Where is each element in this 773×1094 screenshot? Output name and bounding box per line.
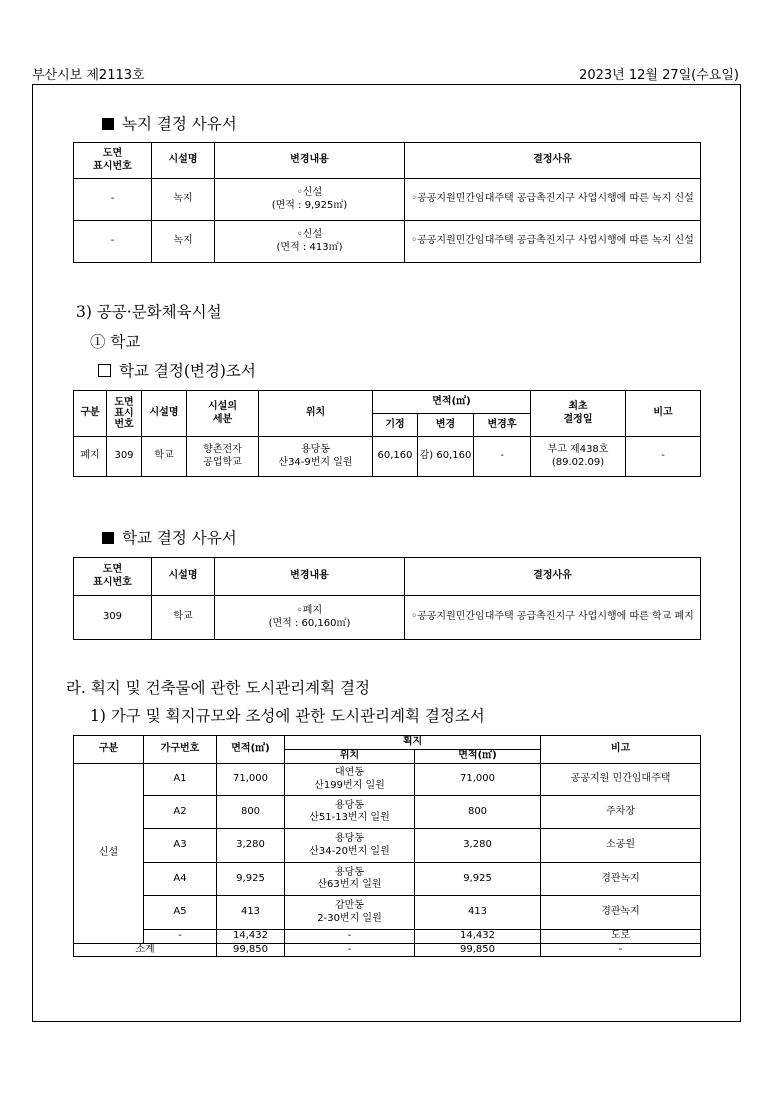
cell-reason: ◦공공지원민간임대주택 공급촉진지구 사업시행에 따른 녹지 신설 xyxy=(405,221,701,263)
cell-no: - xyxy=(74,179,152,221)
cell-lot-area: 413 xyxy=(415,896,541,930)
cell-gubun: 폐지 xyxy=(74,437,107,477)
cell-name: 녹지 xyxy=(152,221,215,263)
cell-change: ◦폐지 (면적 : 60,160㎡) xyxy=(215,596,405,640)
cell-note: 경관녹지 xyxy=(541,896,701,930)
col-header: 기정 xyxy=(373,414,418,437)
cell-location: - xyxy=(285,930,415,944)
cell-block: A1 xyxy=(144,764,217,796)
block-lot-table xyxy=(73,735,701,957)
col-header: 결정사유 xyxy=(405,143,701,179)
cell-total-label: 소계 xyxy=(74,943,217,957)
cell-location: 용당동 산34-20번지 일원 xyxy=(285,829,415,863)
cell-lot-area: 14,432 xyxy=(415,930,541,944)
cell-no: - xyxy=(74,221,152,263)
cell-block: A3 xyxy=(144,829,217,863)
col-header: 도면 표시번호 xyxy=(74,143,152,179)
cell-reason: ◦공공지원민간임대주택 공급촉진지구 사업시행에 따른 녹지 신설 xyxy=(405,179,701,221)
col-header: 구분 xyxy=(74,736,144,764)
table-row xyxy=(74,863,701,896)
cell-area: 413 xyxy=(217,896,285,930)
school-table xyxy=(73,390,701,477)
cell-block: A4 xyxy=(144,863,217,896)
col-header: 가구번호 xyxy=(144,736,217,764)
col-header: 비고 xyxy=(541,736,701,764)
cell-area: 9,925 xyxy=(217,863,285,896)
cell-first-decision: 부고 제438호 (89.02.09) xyxy=(531,437,626,477)
cell-total-area: 99,850 xyxy=(217,943,285,957)
cell-name: 학교 xyxy=(142,437,187,477)
col-header: 결정사유 xyxy=(405,558,701,596)
col-header: 면적(㎡) xyxy=(373,391,531,414)
cell-total-lot-area: 99,850 xyxy=(415,943,541,957)
filled-square-icon xyxy=(102,532,114,544)
cell-note: 소공원 xyxy=(541,829,701,863)
table-row xyxy=(74,930,701,944)
green-reason-title: 녹지 결정 사유서 xyxy=(102,112,237,134)
cell-block: A5 xyxy=(144,896,217,930)
cell-note: - xyxy=(626,437,701,477)
empty-square-icon xyxy=(98,364,111,377)
school-reason-title: 학교 결정 사유서 xyxy=(102,526,237,548)
cell-area: 3,280 xyxy=(217,829,285,863)
cell-no: 309 xyxy=(74,596,152,640)
cell-group: 신설 xyxy=(74,764,144,944)
col-header: 최초 결정일 xyxy=(531,391,626,437)
filled-square-icon xyxy=(102,118,114,130)
cell-note: 경관녹지 xyxy=(541,863,701,896)
table-row xyxy=(74,796,701,829)
cell-prev-area: 60,160 xyxy=(373,437,418,477)
cell-name: 녹지 xyxy=(152,179,215,221)
cell-no: 309 xyxy=(107,437,142,477)
cell-lot-area: 71,000 xyxy=(415,764,541,796)
cell-change-area: 감) 60,160 xyxy=(418,437,474,477)
col-header: 면적(㎡) xyxy=(415,750,541,764)
green-reason-table xyxy=(73,142,701,263)
table-row xyxy=(74,764,701,796)
bulletin-date: 2023년 12월 27일(수요일) xyxy=(579,68,739,83)
section-3-sub: ① 학교 xyxy=(90,333,141,351)
cell-note: 공공지원 민간임대주택 xyxy=(541,764,701,796)
cell-change: ◦신설 (면적 : 413㎡) xyxy=(215,221,405,263)
col-header: 변경 xyxy=(418,414,474,437)
section-ra-title: 라. 획지 및 건축물에 관한 도시관리계획 결정 xyxy=(66,679,371,697)
col-header: 획지 xyxy=(285,736,541,750)
cell-total-note: - xyxy=(541,943,701,957)
cell-location: 대연동 산199번지 일원 xyxy=(285,764,415,796)
section-3-title: 3) 공공·문화체육시설 xyxy=(76,303,222,321)
cell-lot-area: 3,280 xyxy=(415,829,541,863)
section-ra-sub: 1) 가구 및 획지규모와 조성에 관한 도시관리계획 결정조서 xyxy=(90,707,485,725)
cell-after-area: - xyxy=(474,437,531,477)
school-reason-table xyxy=(73,557,701,640)
cell-location: 용당동 산34-9번지 일원 xyxy=(259,437,373,477)
cell-total-location: - xyxy=(285,943,415,957)
col-header: 시설명 xyxy=(152,143,215,179)
cell-lot-area: 9,925 xyxy=(415,863,541,896)
col-header: 변경내용 xyxy=(215,143,405,179)
cell-location: 용당동 산51-13번지 일원 xyxy=(285,796,415,829)
col-header: 시설명 xyxy=(152,558,215,596)
school-table-title: 학교 결정(변경)조서 xyxy=(98,359,256,381)
table-row xyxy=(74,179,701,221)
cell-location: 감만동 2-30번지 일원 xyxy=(285,896,415,930)
table-row xyxy=(74,221,701,263)
col-header: 비고 xyxy=(626,391,701,437)
col-header: 위치 xyxy=(259,391,373,437)
table-row xyxy=(74,829,701,863)
cell-reason: ◦공공지원민간임대주택 공급촉진지구 사업시행에 따른 학교 폐지 xyxy=(405,596,701,640)
cell-area: 800 xyxy=(217,796,285,829)
col-header: 시설명 xyxy=(142,391,187,437)
cell-name: 학교 xyxy=(152,596,215,640)
cell-detail: 향촌전자 공업학교 xyxy=(187,437,259,477)
col-header: 구분 xyxy=(74,391,107,437)
table-row xyxy=(74,896,701,930)
cell-note: 주차장 xyxy=(541,796,701,829)
cell-block: A2 xyxy=(144,796,217,829)
table-row xyxy=(74,596,701,640)
cell-location: 용당동 산63번지 일원 xyxy=(285,863,415,896)
cell-change: ◦신설 (면적 : 9,925㎡) xyxy=(215,179,405,221)
col-header: 면적(㎡) xyxy=(217,736,285,764)
col-header: 변경내용 xyxy=(215,558,405,596)
col-header: 변경후 xyxy=(474,414,531,437)
table-row xyxy=(74,437,701,477)
cell-area: 14,432 xyxy=(217,930,285,944)
cell-note: 도로 xyxy=(541,930,701,944)
col-header: 도면 표시번호 xyxy=(74,558,152,596)
cell-area: 71,000 xyxy=(217,764,285,796)
bulletin-issue: 부산시보 제2113호 xyxy=(32,68,145,83)
cell-block: - xyxy=(144,930,217,944)
col-header: 시설의 세분 xyxy=(187,391,259,437)
col-header: 위치 xyxy=(285,750,415,764)
col-header: 도면 표시 번호 xyxy=(107,391,142,437)
total-row xyxy=(74,943,701,957)
cell-lot-area: 800 xyxy=(415,796,541,829)
